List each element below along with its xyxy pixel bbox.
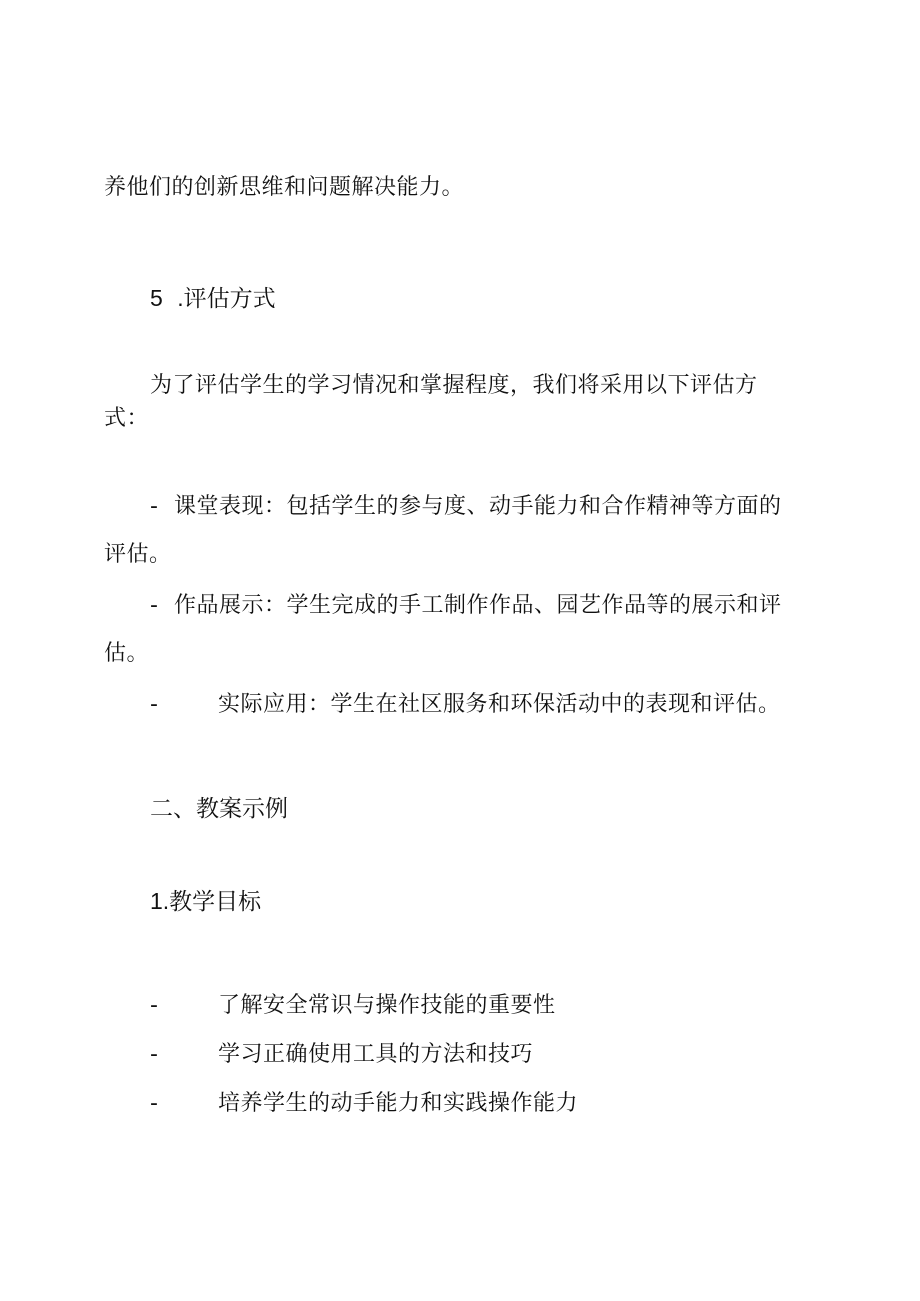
list-item [150,1089,578,1119]
bullet-dash: - [150,993,159,1018]
section-5-intro-line-2: 式： [104,406,150,431]
section-5-title: .评估方式 [177,285,276,311]
bullet-dash: - [150,494,159,519]
subsection-1-heading: 1.教学目标 [150,888,262,914]
list-item [150,991,555,1021]
list-item [150,1040,533,1070]
section-5-heading [150,283,276,313]
list-item-text: 课堂表现：包括学生的参与度、动手能力和合作精神等方面的 [173,494,782,519]
section-5-intro-line-1: 为了评估学生的学习情况和掌握程度，我们将采用以下评估方 [150,373,758,398]
bullet-dash: - [150,692,159,717]
list-item [150,591,781,621]
list-item-continuation: 评估。 [104,542,172,567]
list-item-continuation: 估。 [104,641,150,666]
list-item-text: 学习正确使用工具的方法和技巧 [217,1042,533,1067]
list-item-text: 了解安全常识与操作技能的重要性 [217,993,556,1018]
list-item-text: 实际应用：学生在社区服务和环保活动中的表现和评估。 [217,692,781,717]
section-5-number: 5 [150,285,163,311]
bullet-dash: - [150,1091,159,1116]
list-item-text: 作品展示：学生完成的手工制作作品、园艺作品等的展示和评 [173,593,782,618]
list-item [150,690,780,720]
continuation-text: 养他们的创新思维和问题解决能力。 [104,175,465,200]
bullet-dash: - [150,1042,159,1067]
list-item-text: 培养学生的动手能力和实践操作能力 [217,1091,578,1116]
bullet-dash: - [150,593,159,618]
list-item [150,492,781,522]
part-2-heading: 二、教案示例 [150,795,288,821]
